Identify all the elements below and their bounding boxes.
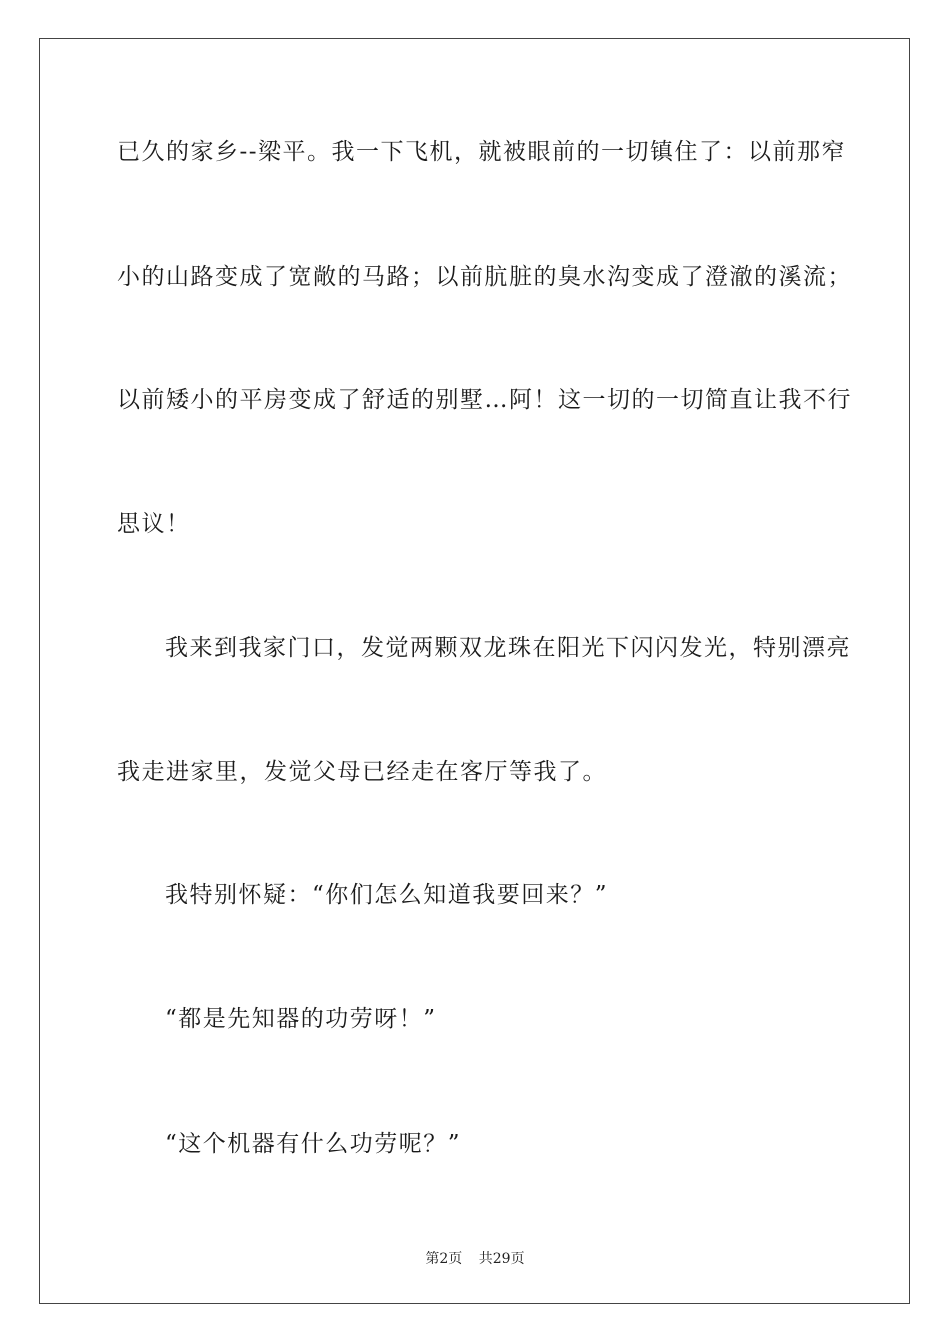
text-line: 已久的家乡--梁平。我一下飞机，就被眼前的一切镇住了：以前那窄 — [117, 139, 847, 165]
text-line: 我走进家里，发觉父母已经走在客厅等我了。 — [117, 759, 607, 785]
text-line: 思议！ — [117, 511, 191, 537]
total-pages: 共29页 — [478, 1251, 525, 1267]
paragraph-line: 我来到我家门口，发觉两颗双龙珠在阳光下闪闪发光，特别漂亮 — [165, 635, 851, 661]
dialogue-line: “都是先知器的功劳呀！” — [165, 1006, 437, 1032]
paragraph-line: 我特别怀疑：“你们怎么知道我要回来？” — [165, 882, 609, 908]
page-footer — [0, 1248, 950, 1268]
text-line: 小的山路变成了宽敞的马路；以前肮脏的臭水沟变成了澄澈的溪流； — [117, 264, 852, 290]
page-number: 第2页 — [425, 1251, 463, 1267]
dialogue-line: “这个机器有什么功劳呢？” — [165, 1131, 462, 1157]
page-border — [39, 38, 910, 1304]
text-line: 以前矮小的平房变成了舒适的别墅…阿！这一切的一切简直让我不行 — [117, 387, 852, 413]
